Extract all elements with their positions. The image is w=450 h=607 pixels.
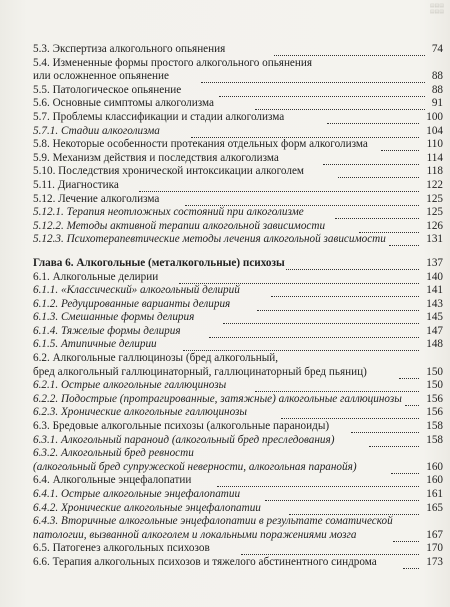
- toc-leader-dots: [391, 461, 419, 474]
- toc-entry-page: 173: [426, 555, 443, 568]
- toc-entry-title: 6.6. Терапия алкогольных психозов и тяжелого абстинентного синдрома: [33, 555, 377, 568]
- toc-entry-page: 88: [431, 83, 443, 96]
- toc-entry-title: 5.7. Проблемы классификации и стадии алкоголизма: [33, 110, 285, 123]
- toc-entry-page: 114: [426, 151, 443, 164]
- toc-entry-page: 148: [426, 338, 443, 351]
- toc-entry-page: 145: [426, 311, 443, 324]
- toc-entry[interactable]: [33, 165, 443, 179]
- toc-entry[interactable]: [33, 352, 443, 366]
- toc-entry-title: 6.4.2. Хронические алкогольные энцефалопатии: [33, 501, 261, 514]
- toc-leader-dots: [381, 138, 419, 151]
- toc-entry-title: 5.9. Механизм действия и последствия алкоголизма: [33, 151, 279, 164]
- toc-leader-dots: [281, 406, 419, 419]
- toc-entry-title: 6.2.2. Подострые (протрагированные, затяжные) алкогольные галлюцинозы: [33, 392, 402, 405]
- toc-entry[interactable]: [33, 97, 443, 111]
- toc-entry-title: 5.12.1. Терапия неотложных состояний при алкоголизме: [33, 206, 304, 219]
- toc-entry-title: 5.5. Патологическое опьянение: [33, 83, 182, 96]
- toc-entry-page: 100: [426, 110, 443, 123]
- toc-entry-page: 118: [426, 165, 443, 178]
- toc-entry-page: 147: [426, 324, 443, 337]
- toc-entry-page: 160: [426, 460, 443, 473]
- toc-entry[interactable]: [33, 152, 443, 166]
- toc-entry-title: 6.5. Патогенез алкогольных психозов: [33, 542, 210, 555]
- toc-entry[interactable]: [33, 193, 443, 207]
- toc-entry[interactable]: [33, 206, 443, 220]
- toc-entry[interactable]: [33, 84, 443, 98]
- toc-entry[interactable]: [33, 70, 443, 84]
- toc-entry-title: 5.12.2. Методы активной терапии алкогольной зависимости: [33, 219, 326, 232]
- toc-entry-title: 6.1.2. Редуцированные варианты делирия: [33, 297, 231, 310]
- toc-entry-title: 6.1.1. «Классический» алкогольный делирий: [33, 284, 240, 297]
- toc-entry-page: 170: [426, 542, 443, 555]
- toc-entry-page: 141: [426, 284, 443, 297]
- toc-entry[interactable]: [33, 502, 443, 516]
- toc-leader-dots: [389, 233, 419, 246]
- toc-entry-title: 5.6. Основные симптомы алкоголизма: [33, 97, 214, 110]
- toc-entry[interactable]: [33, 447, 443, 461]
- toc-entry[interactable]: [33, 311, 443, 325]
- toc-entry-title: 6.4. Алкогольные энцефалопатии: [33, 474, 192, 487]
- toc-leader-dots: [369, 434, 419, 447]
- toc-entry[interactable]: [33, 220, 443, 234]
- toc-entry-page: 137: [426, 256, 443, 269]
- toc-leader-dots: [289, 502, 419, 515]
- toc-entry-page: 156: [426, 406, 443, 419]
- toc-entry-page: 126: [426, 219, 443, 232]
- toc-entry-title: 6.1.4. Тяжелые формы делирия: [33, 324, 181, 337]
- toc-leader-dots: [327, 111, 419, 124]
- toc-entry-page: 140: [426, 270, 443, 283]
- toc-leader-dots: [286, 257, 419, 270]
- toc-entry-page: 91: [431, 97, 443, 110]
- toc-entry-title: 6.1.5. Атипичные делирии: [33, 338, 157, 351]
- toc-entry-title: 5.11. Диагностика: [33, 178, 119, 191]
- toc-entry-title: 5.8. Некоторые особенности протекания отдельных форм алкоголизма: [33, 138, 368, 151]
- toc-leader-dots: [255, 97, 425, 110]
- toc-leader-dots: [351, 420, 419, 433]
- toc-entry[interactable]: [33, 379, 443, 393]
- toc-entry-page: 160: [426, 474, 443, 487]
- toc-entry-title: (алкогольный бред супружеской неверности, алкогольная паранойя): [33, 460, 357, 473]
- toc-entry[interactable]: [33, 233, 443, 247]
- toc-entry-page: 150: [426, 379, 443, 392]
- corner-mark: ▤▤▤ ▤▤▤: [429, 4, 444, 15]
- toc-leader-dots: [183, 338, 419, 351]
- toc-leader-dots: [271, 284, 419, 297]
- toc-entry[interactable]: [33, 138, 443, 152]
- toc-entry-title: 6.1.3. Смешанные формы делирия: [33, 311, 195, 324]
- toc-entry[interactable]: [33, 406, 443, 420]
- toc-entry[interactable]: [33, 461, 443, 475]
- toc-entry[interactable]: [33, 325, 443, 339]
- toc-entry[interactable]: [33, 298, 443, 312]
- toc-entry-title: 6.3.2. Алкогольный бред ревности: [33, 447, 194, 460]
- toc-entry[interactable]: [33, 420, 443, 434]
- toc-entry[interactable]: [33, 111, 443, 125]
- toc-entry[interactable]: [33, 515, 443, 529]
- toc-leader-dots: [179, 271, 419, 284]
- toc-entry-page: 74: [431, 43, 443, 55]
- toc-entry-title: 6.2.1. Острые алкогольные галлюцинозы: [33, 379, 227, 392]
- toc-entry-page: 143: [426, 297, 443, 310]
- toc-entry-title: Глава 6. Алкогольные (металкогольные) психозы: [33, 256, 285, 269]
- toc-entry-page: 158: [426, 433, 443, 446]
- toc-entry[interactable]: [33, 43, 443, 57]
- toc-entry-page: 110: [426, 138, 443, 151]
- toc-entry[interactable]: [33, 338, 443, 352]
- toc-entry-page: 104: [426, 124, 443, 137]
- toc-leader-dots: [393, 529, 419, 542]
- toc-entry-page: 88: [431, 70, 443, 83]
- toc-entry[interactable]: [33, 179, 443, 193]
- toc-leader-dots: [335, 206, 419, 219]
- table-of-contents: [33, 43, 443, 570]
- toc-entry-title: 5.12. Лечение алкоголизма: [33, 192, 160, 205]
- toc-entry-title: 6.2. Алкогольные галлюцинозы (бред алкогольный,: [33, 352, 279, 365]
- toc-entry[interactable]: [33, 284, 443, 298]
- section-gap: [33, 247, 443, 257]
- toc-entry[interactable]: [33, 271, 443, 285]
- toc-entry-page: 122: [426, 178, 443, 191]
- toc-entry-title: патологии, вызванной алкоголем и локальными поражениями мозга: [33, 528, 357, 541]
- toc-entry[interactable]: [33, 57, 443, 71]
- toc-leader-dots: [191, 125, 419, 138]
- toc-entry-page: 167: [426, 528, 443, 541]
- toc-entry-page: 156: [426, 392, 443, 405]
- toc-leader-dots: [139, 179, 419, 192]
- toc-entry-title: 6.4.3. Вторичные алкогольные энцефалопатии в результате соматической: [33, 515, 393, 528]
- toc-entry-title: 5.7.1. Стадии алкоголизма: [33, 124, 160, 137]
- toc-entry-title: 6.2.3. Хронические алкогольные галлюцинозы: [33, 406, 247, 419]
- toc-entry-title: бред алкогольный галлюцинаторный, галлюцинаторный бред пьяниц): [33, 365, 367, 378]
- toc-entry-page: 161: [426, 488, 443, 500]
- toc-leader-dots: [185, 193, 419, 206]
- toc-entry[interactable]: [33, 257, 443, 271]
- toc-leader-dots: [338, 165, 419, 178]
- toc-leader-dots: [274, 43, 425, 56]
- toc-leader-dots: [217, 474, 419, 487]
- toc-entry-title: 5.12.3. Психотерапевтические методы лечения алкогольной зависимости: [33, 233, 386, 246]
- toc-entry[interactable]: [33, 542, 443, 556]
- toc-entry-title: 6.3. Бредовые алкогольные психозы (алкогольные параноиды): [33, 420, 330, 433]
- toc-leader-dots: [405, 393, 419, 406]
- toc-entry-page: 131: [426, 233, 443, 246]
- toc-leader-dots: [403, 556, 419, 569]
- toc-entry-title: 5.4. Измененные формы простого алкогольного опьянения: [33, 56, 313, 69]
- toc-entry-title: 6.4.1. Острые алкогольные энцефалопатии: [33, 488, 241, 500]
- toc-entry[interactable]: [33, 366, 443, 380]
- toc-leader-dots: [219, 84, 425, 97]
- toc-entry-title: 5.10. Последствия хронической интоксикации алкоголем: [33, 165, 304, 178]
- toc-leader-dots: [257, 298, 419, 311]
- toc-leader-dots: [265, 488, 419, 501]
- toc-entry-title: 5.3. Экспертиза алкогольного опьянения: [33, 43, 226, 55]
- toc-entry-page: 125: [426, 192, 443, 205]
- toc-entry-page: 150: [426, 365, 443, 378]
- toc-leader-dots: [255, 379, 419, 392]
- toc-leader-dots: [399, 366, 419, 379]
- toc-entry[interactable]: [33, 393, 443, 407]
- toc-leader-dots: [209, 325, 419, 338]
- toc-leader-dots: [359, 220, 419, 233]
- toc-leader-dots: [241, 542, 419, 555]
- toc-entry[interactable]: [33, 474, 443, 488]
- toc-leader-dots: [323, 152, 419, 165]
- toc-leader-dots: [201, 70, 425, 83]
- toc-entry-page: 125: [426, 206, 443, 219]
- toc-entry-title: 6.1. Алкогольные делирии: [33, 270, 159, 283]
- toc-entry-title: 6.3.1. Алкогольный параноид (алкогольный бред преследования): [33, 433, 335, 446]
- toc-entry[interactable]: [33, 488, 443, 502]
- toc-entry[interactable]: [33, 529, 443, 543]
- toc-entry-page: 158: [426, 420, 443, 433]
- toc-entry[interactable]: [33, 125, 443, 139]
- toc-entry-page: 165: [426, 501, 443, 514]
- toc-entry-title: или осложненное опьянение: [33, 70, 169, 83]
- toc-entry[interactable]: [33, 434, 443, 448]
- toc-leader-dots: [223, 311, 419, 324]
- toc-entry[interactable]: [33, 556, 443, 570]
